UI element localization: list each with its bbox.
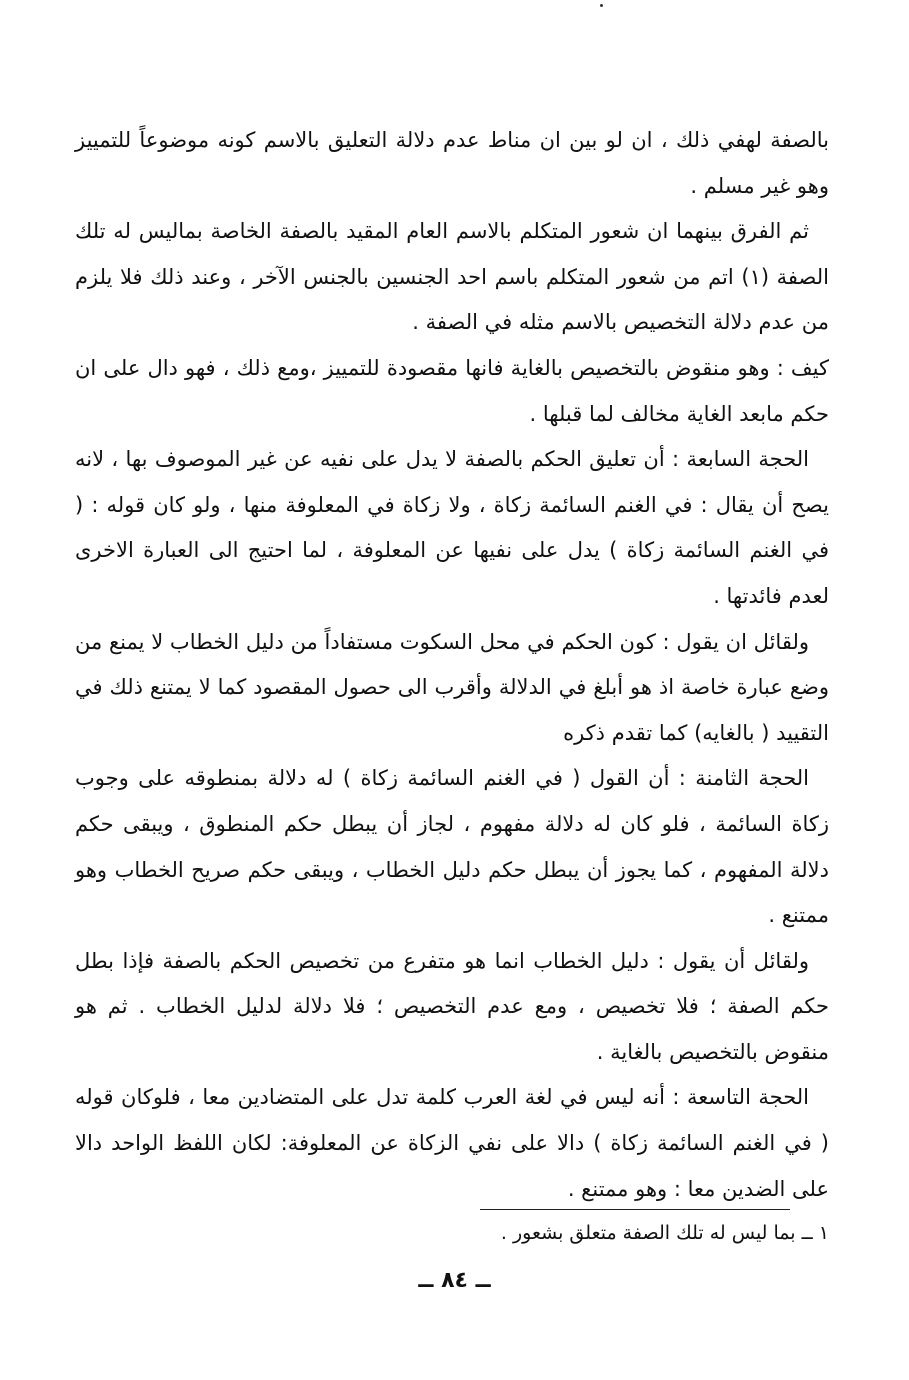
paragraph-ninth-argument: الحجة التاسعة : أنه ليس في لغة العرب كلمة تدل على المتضادين معا ، فلوكان قوله ( في الغنم السائمة زكاة ) دالا على نفي الزكاة عن المعلوفة: لكان اللفظ الواحد دالا على الضدين معا : وهو ممتنع . [75,1085,829,1201]
footnote-separator [480,1209,790,1210]
paragraph-continuation: بالصفة لهفي ذلك ، ان لو بين ان مناط عدم دلالة التعليق بالاسم كونه موضوعاً للتمييز وهو غير مسلم . [75,128,829,198]
paragraph-reply-seventh: ولقائل ان يقول : كون الحكم في محل السكوت مستفاداً من دليل الخطاب لا يمنع من وضع عبارة خاصة اذ هو أبلغ في الدلالة وأقرب الى حصول المقصود كما لا يمتنع ذلك في التقييد ( بالغايه) كما تقدم ذكره [75,629,829,745]
scan-speck [600,4,603,7]
page-number: ــ ٨٤ ــ [418,1268,491,1293]
paragraph-seventh-argument: الحجة السابعة : أن تعليق الحكم بالصفة لا يدل على نفيه عن غير الموصوف بها ، لانه يصح أن يقال : في الغنم السائمة زكاة ، ولا زكاة في المعلوفة منها ، ولو كان قوله : ( في الغنم السائمة زكاة ) يدل على نفيها عن المعلوفة ، لما احتيج الى العبارة الاخرى لعدم فائدتها . [75,447,829,608]
paragraph-objection-ghaya: كيف : وهو منقوض بالتخصيص بالغاية فانها مقصودة للتمييز ،ومع ذلك ، فهو دال على ان حكم مابعد الغاية مخالف لما قبلها . [75,355,829,426]
main-text [75,118,829,1212]
paragraph-reply-eighth: ولقائل أن يقول : دليل الخطاب انما هو متفرع من تخصيص الحكم بالصفة فإذا بطل حكم الصفة ؛ فلا تخصيص ، ومع عدم التخصيص ؛ فلا دلالة لدليل الخطاب . ثم هو منقوض بالتخصيص بالغاية . [75,948,829,1064]
paragraph-difference: ثم الفرق بينهما ان شعور المتكلم بالاسم العام المقيد بالصفة الخاصة بماليس له تلك الصفة (١) اتم من شعور المتكلم باسم احد الجنسين بالجنس الآخر ، وعند ذلك فلا يلزم من عدم دلالة التخصيص بالاسم مثله في الصفة . [75,219,829,335]
footnote: ١ ــ بما ليس له تلك الصفة متعلق بشعور . [500,1222,829,1244]
paragraph-eighth-argument: الحجة الثامنة : أن القول ( في الغنم السائمة زكاة ) له دلالة بمنطوقه على وجوب زكاة السائمة ، فلو كان له دلالة مفهوم ، لجاز أن يبطل حكم المنطوق ، ويبقى حكم دلالة المفهوم ، كما يجوز أن يبطل حكم دليل الخطاب ، ويبقى حكم صريح الخطاب وهو ممتنع . [75,766,829,928]
